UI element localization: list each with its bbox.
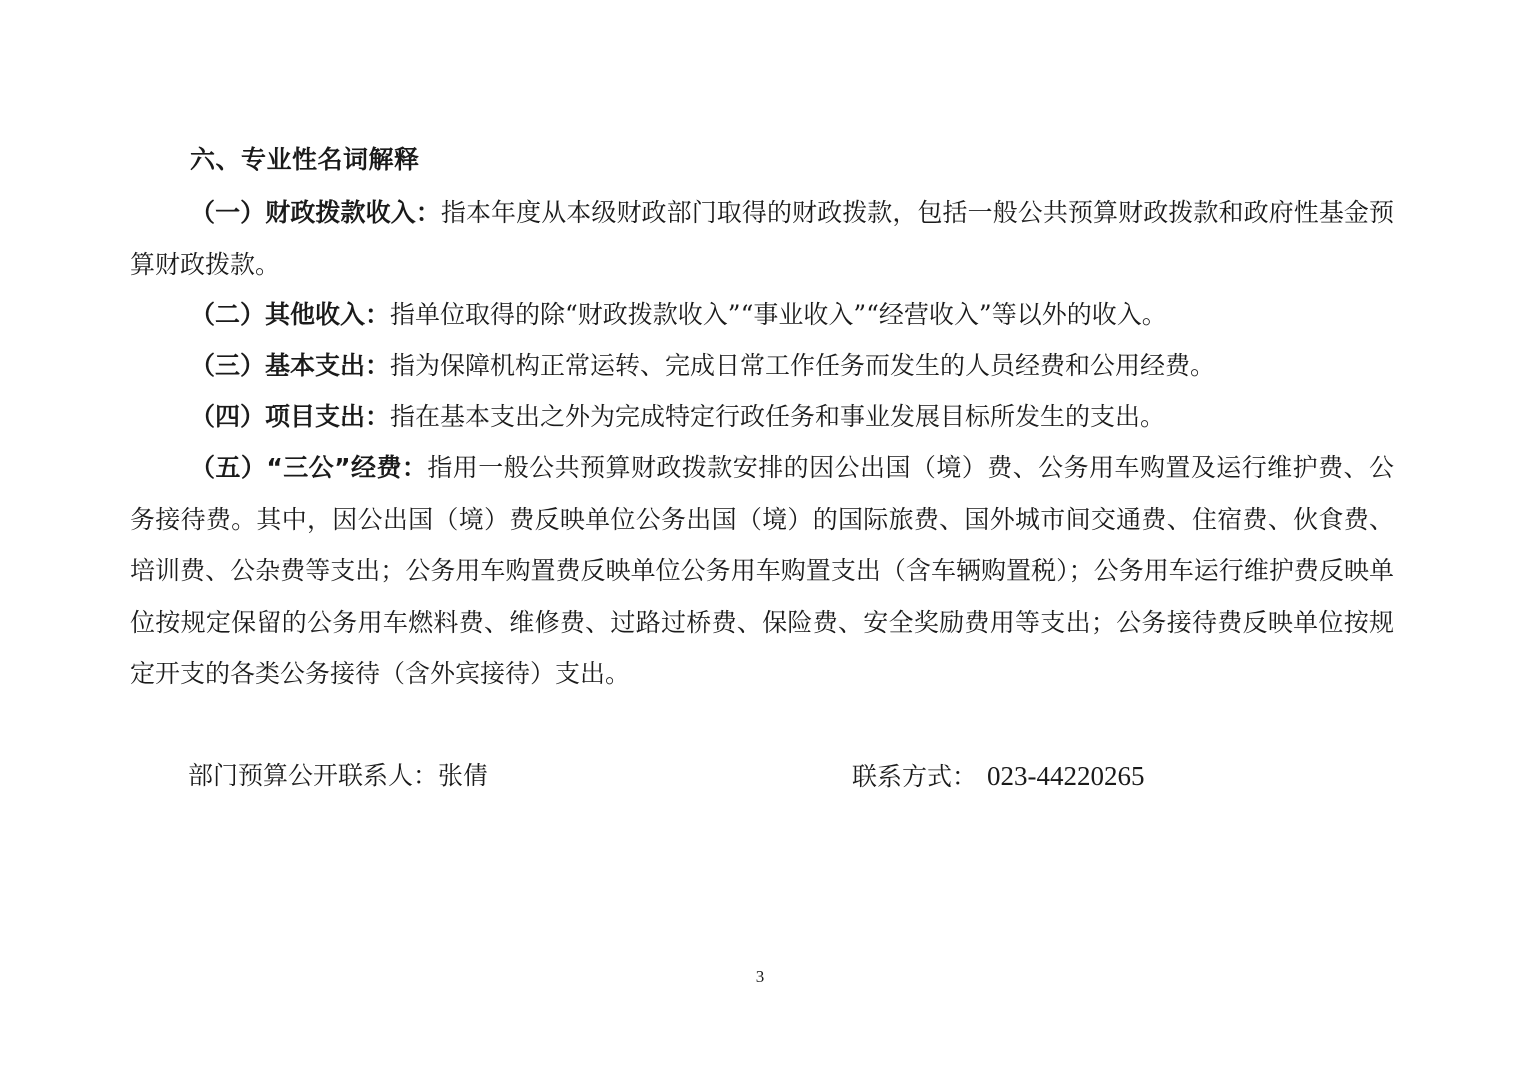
definition-term: （五）“三公”经费：: [190, 453, 428, 482]
definition-paragraph: [130, 187, 1394, 290]
contact-method: [852, 756, 1145, 797]
definition-paragraph: [130, 289, 1394, 341]
definition-text: 指在基本支出之外为完成特定行政任务和事业发展目标所发生的支出。: [390, 402, 1166, 431]
contact-person: [188, 756, 488, 796]
definition-term: （三）基本支出：: [190, 351, 391, 380]
definition-text: 指用一般公共预算财政拨款安排的因公出国（境）费、公务用车购置及运行维护费、公务接待费。其中，因公出国（境）费反映单位公务出国（境）的国际旅费、国外城市间交通费、住宿费、伙食费、培训费、公杂费等支出；公务用车购置费反映单位公务用车购置支出（含车辆购置税）；公务用车运行维护费反映单位按规定保留的公务用车燃料费、维修费、过路过桥费、保险费、安全奖励费用等支出；公务接待费反映单位按规定开支的各类公务接待（含外宾接待）支出。: [130, 453, 1394, 689]
page-number: 3: [755, 967, 765, 986]
definition-paragraph: [130, 340, 1394, 392]
definition-text: 指本年度从本级财政部门取得的财政拨款，包括一般公共预算财政拨款和政府性基金预算财政拨款。: [130, 198, 1394, 279]
definition-term: （二）其他收入：: [190, 300, 391, 329]
definition-term: （四）项目支出：: [190, 402, 391, 431]
contact-person-name: 张倩: [438, 761, 489, 790]
definition-text: 指为保障机构正常运转、完成日常工作任务而发生的人员经费和公用经费。: [390, 351, 1216, 380]
definition-paragraph: [130, 442, 1394, 700]
definition-text: 指单位取得的除“财政拨款收入”“事业收入”“经营收入”等以外的收入。: [390, 300, 1167, 329]
contact-method-label: 联系方式：: [852, 762, 978, 791]
definition-paragraph: [130, 391, 1394, 443]
definition-term: （一）财政拨款收入：: [190, 198, 441, 227]
section-heading: 六、专业性名词解释: [190, 145, 420, 174]
contact-person-label: 部门预算公开联系人：: [188, 761, 439, 790]
contact-phone: 023-44220265: [987, 761, 1145, 791]
